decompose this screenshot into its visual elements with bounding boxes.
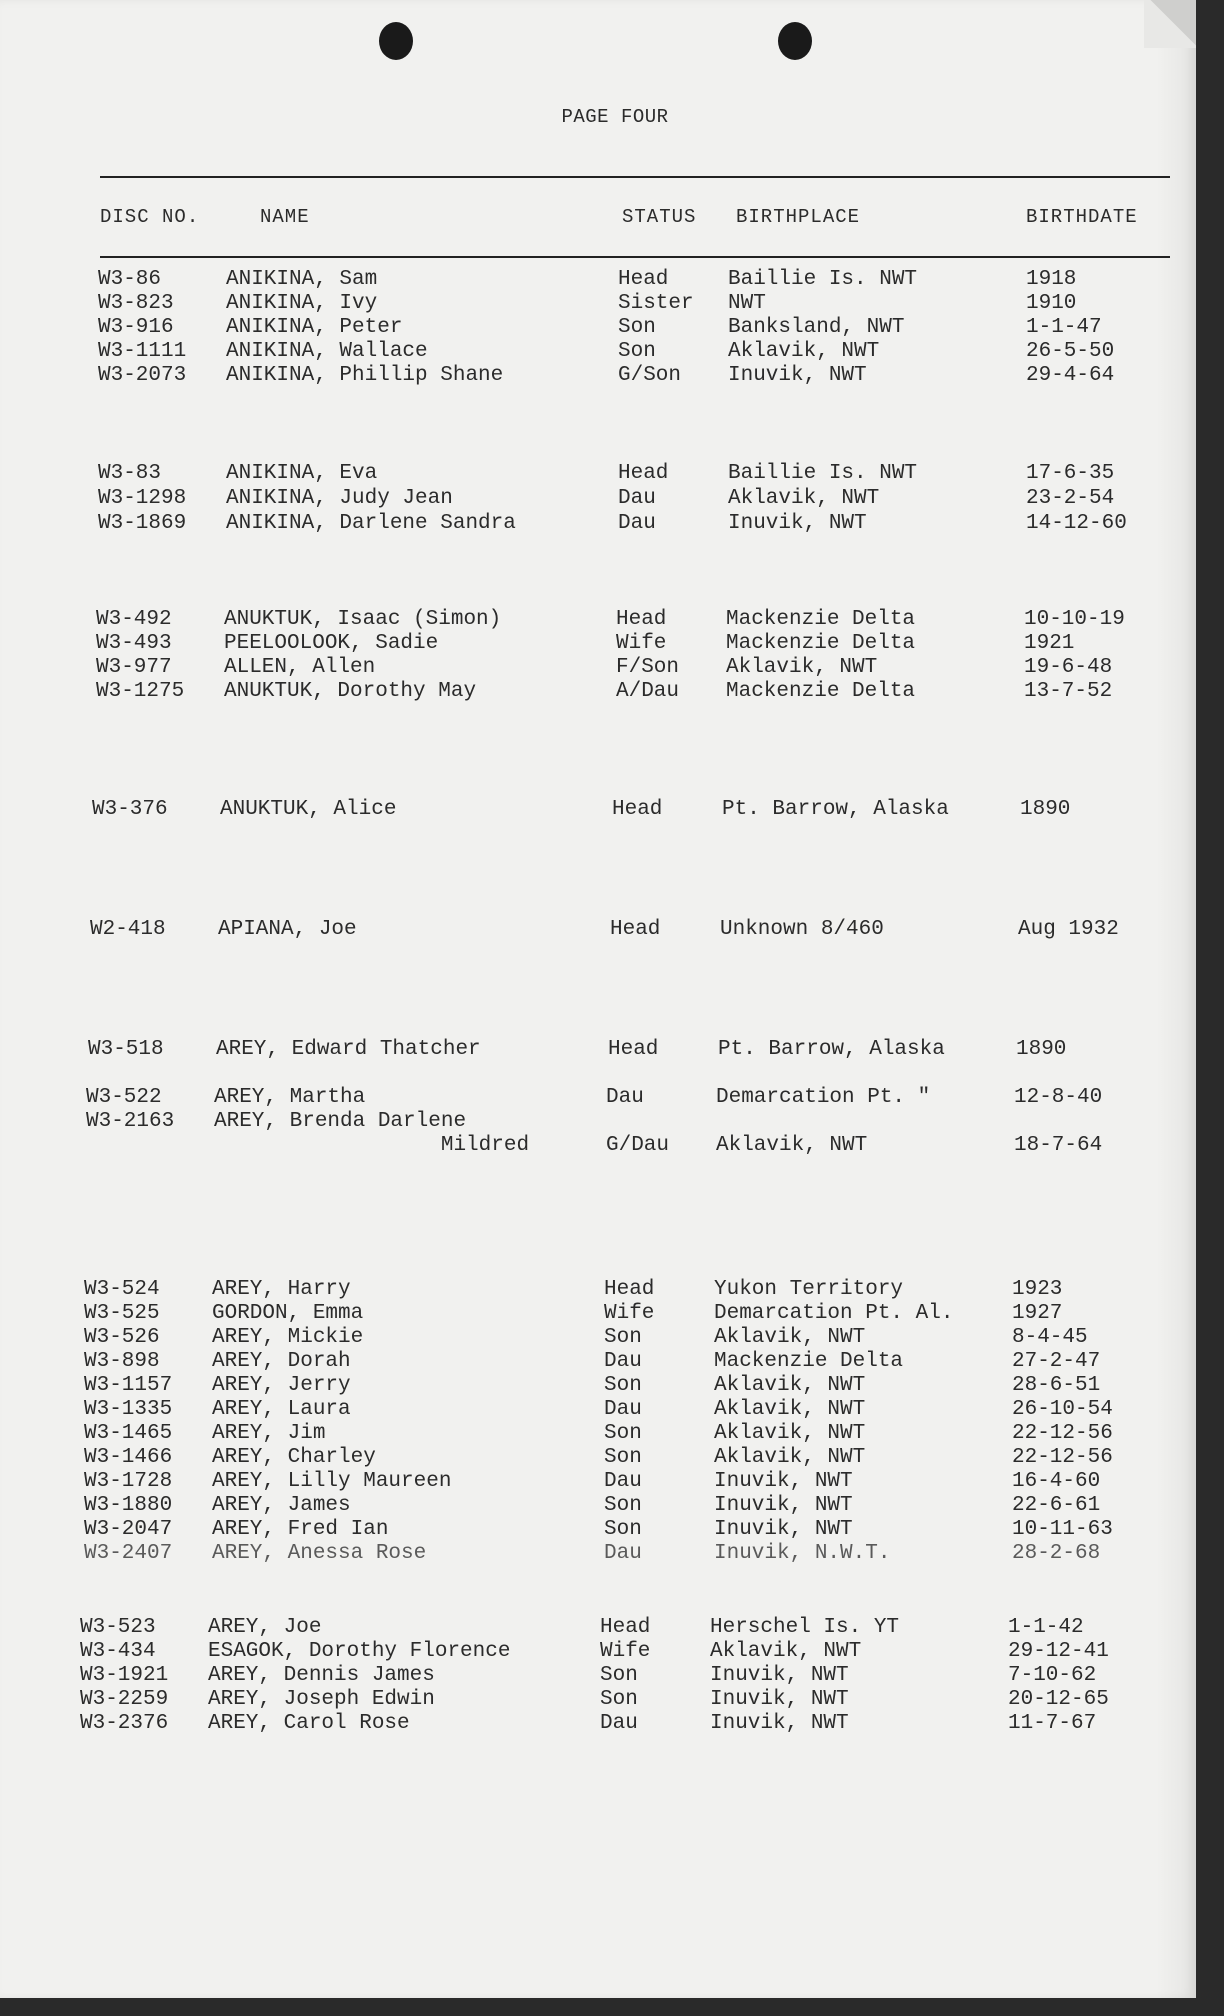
record-birthdate: 27-2-47 — [1012, 1350, 1101, 1373]
record-disc: W3-524 — [84, 1278, 160, 1301]
record-birthplace: Inuvik, N.W.T. — [714, 1542, 891, 1565]
record-birthplace: Banksland, NWT — [728, 316, 905, 339]
record-birthplace: Inuvik, NWT — [714, 1470, 853, 1493]
record-birthdate: 1927 — [1012, 1302, 1063, 1325]
record-status: Head — [618, 268, 669, 291]
record-disc: W3-823 — [98, 292, 174, 315]
record-birthdate: 19-6-48 — [1024, 656, 1113, 679]
record-name: AREY, Martha — [214, 1086, 366, 1109]
record-birthdate: 13-7-52 — [1024, 680, 1113, 703]
record-name: ANIKINA, Judy Jean — [226, 487, 453, 510]
column-header-disc: DISC NO. — [100, 206, 200, 228]
record-birthplace: Inuvik, NWT — [728, 512, 867, 535]
record-name: ANIKINA, Peter — [226, 316, 403, 339]
record-birthdate: 1890 — [1020, 798, 1071, 821]
record-name: ANUKTUK, Dorothy May — [224, 680, 477, 703]
record-name: APIANA, Joe — [218, 918, 357, 941]
record-birthplace: Aklavik, NWT — [726, 656, 878, 679]
record-status: Son — [604, 1422, 642, 1445]
record-birthdate: Aug 1932 — [1018, 918, 1119, 941]
column-header-name: NAME — [260, 206, 310, 228]
record-birthdate: 26-5-50 — [1026, 340, 1115, 363]
record-status: Dau — [618, 487, 656, 510]
record-name: AREY, Harry — [212, 1278, 351, 1301]
record-disc: W3-2047 — [84, 1518, 173, 1541]
record-birthplace: Demarcation Pt. Al. — [714, 1302, 954, 1325]
record-birthplace: Mackenzie Delta — [726, 608, 916, 631]
record-birthplace: Inuvik, NWT — [710, 1664, 849, 1687]
record-birthplace: Inuvik, NWT — [728, 364, 867, 387]
record-birthdate: 7-10-62 — [1008, 1664, 1097, 1687]
record-birthplace: Inuvik, NWT — [714, 1518, 853, 1541]
record-birthplace: Mackenzie Delta — [726, 680, 916, 703]
record-birthdate: 16-4-60 — [1012, 1470, 1101, 1493]
record-status: Head — [600, 1616, 651, 1639]
record-birthdate: 22-6-61 — [1012, 1494, 1101, 1517]
record-disc: W3-1465 — [84, 1422, 173, 1445]
record-disc: W3-492 — [96, 608, 172, 631]
record-name: ANIKINA, Eva — [226, 462, 378, 485]
record-birthdate: 11-7-67 — [1008, 1712, 1097, 1735]
column-header-birthplace: BIRTHPLACE — [736, 206, 861, 228]
record-status: Son — [618, 340, 656, 363]
record-status: Son — [604, 1494, 642, 1517]
record-disc: W3-1869 — [98, 512, 187, 535]
record-status: Head — [618, 462, 669, 485]
record-birthdate: 1-1-42 — [1008, 1616, 1084, 1639]
record-birthdate: 14-12-60 — [1026, 512, 1127, 535]
record-name: ESAGOK, Dorothy Florence — [208, 1640, 511, 1663]
record-status: Son — [604, 1518, 642, 1541]
record-status: G/Dau — [606, 1134, 670, 1157]
record-birthplace: Mackenzie Delta — [714, 1350, 904, 1373]
record-status: Son — [600, 1664, 638, 1687]
record-disc: W3-1157 — [84, 1374, 173, 1397]
record-status: Dau — [604, 1350, 642, 1373]
record-status: Son — [618, 316, 656, 339]
column-header-status: STATUS — [622, 206, 697, 228]
record-disc: W3-518 — [88, 1038, 164, 1061]
record-birthplace: Baillie Is. NWT — [728, 462, 918, 485]
record-disc: W3-1921 — [80, 1664, 169, 1687]
record-status: Son — [604, 1374, 642, 1397]
record-name: AREY, Lilly Maureen — [212, 1470, 452, 1493]
record-name: PEELOOLOOK, Sadie — [224, 632, 439, 655]
record-birthplace: Inuvik, NWT — [714, 1494, 853, 1517]
record-birthplace: Demarcation Pt. " — [716, 1086, 931, 1109]
record-birthdate: 12-8-40 — [1014, 1086, 1103, 1109]
record-birthdate: 28-6-51 — [1012, 1374, 1101, 1397]
record-birthplace: Aklavik, NWT — [728, 340, 880, 363]
record-disc: W3-1298 — [98, 487, 187, 510]
record-birthplace: Aklavik, NWT — [714, 1326, 866, 1349]
record-disc: W3-916 — [98, 316, 174, 339]
record-birthdate: 23-2-54 — [1026, 487, 1115, 510]
record-status: G/Son — [618, 364, 682, 387]
record-disc: W3-522 — [86, 1086, 162, 1109]
record-birthplace: Inuvik, NWT — [710, 1712, 849, 1735]
column-header-birthdate: BIRTHDATE — [1026, 206, 1138, 228]
record-disc: W3-493 — [96, 632, 172, 655]
record-disc: W3-1466 — [84, 1446, 173, 1469]
record-status: Sister — [618, 292, 694, 315]
record-status: Dau — [604, 1542, 642, 1565]
record-birthdate: 8-4-45 — [1012, 1326, 1088, 1349]
record-status: Head — [604, 1278, 655, 1301]
record-status: Dau — [618, 512, 656, 535]
record-disc: W3-525 — [84, 1302, 160, 1325]
record-name: AREY, Mickie — [212, 1326, 364, 1349]
record-name: ANUKTUK, Alice — [220, 798, 397, 821]
record-birthplace: Yukon Territory — [714, 1278, 904, 1301]
record-disc: W3-86 — [98, 268, 162, 291]
record-disc: W3-2376 — [80, 1712, 169, 1735]
record-birthplace: NWT — [728, 292, 766, 315]
record-birthplace: Aklavik, NWT — [710, 1640, 862, 1663]
record-status: Head — [610, 918, 661, 941]
record-birthdate: 26-10-54 — [1012, 1398, 1113, 1421]
record-disc: W3-2259 — [80, 1688, 169, 1711]
record-birthplace: Pt. Barrow, Alaska — [722, 798, 949, 821]
record-disc: W2-418 — [90, 918, 166, 941]
record-name: AREY, Carol Rose — [208, 1712, 410, 1735]
record-status: Dau — [604, 1398, 642, 1421]
record-status: Son — [604, 1326, 642, 1349]
record-name: AREY, Jerry — [212, 1374, 351, 1397]
record-birthplace: Herschel Is. YT — [710, 1616, 900, 1639]
record-status: Dau — [600, 1712, 638, 1735]
record-birthplace: Baillie Is. NWT — [728, 268, 918, 291]
record-name: ALLEN, Allen — [224, 656, 376, 679]
record-birthplace: Aklavik, NWT — [714, 1374, 866, 1397]
record-name: ANIKINA, Wallace — [226, 340, 428, 363]
record-status: Wife — [604, 1302, 655, 1325]
record-birthplace: Aklavik, NWT — [714, 1446, 866, 1469]
punch-hole-right — [778, 22, 812, 60]
record-disc: W3-1335 — [84, 1398, 173, 1421]
record-birthdate: 28-2-68 — [1012, 1542, 1101, 1565]
record-birthplace: Unknown 8/460 — [720, 918, 884, 941]
record-status: F/Son — [616, 656, 680, 679]
record-birthdate: 1921 — [1024, 632, 1075, 655]
record-birthdate: 1-1-47 — [1026, 316, 1102, 339]
record-name: AREY, Dorah — [212, 1350, 351, 1373]
record-status: Head — [612, 798, 663, 821]
record-disc: W3-526 — [84, 1326, 160, 1349]
record-disc: W3-898 — [84, 1350, 160, 1373]
record-birthdate: 22-12-56 — [1012, 1446, 1113, 1469]
header-rule-top — [100, 176, 1170, 178]
record-status: Son — [600, 1688, 638, 1711]
record-status: Head — [608, 1038, 659, 1061]
record-disc: W3-1111 — [98, 340, 187, 363]
record-birthdate: 20-12-65 — [1008, 1688, 1109, 1711]
record-disc: W3-2163 — [86, 1110, 175, 1133]
page-edge-shade — [1156, 0, 1196, 1998]
record-disc: W3-523 — [80, 1616, 156, 1639]
punch-hole-left — [379, 22, 413, 60]
record-birthplace: Pt. Barrow, Alaska — [718, 1038, 945, 1061]
record-name: ANUKTUK, Isaac (Simon) — [224, 608, 502, 631]
record-birthdate: 1890 — [1016, 1038, 1067, 1061]
record-name: ANIKINA, Ivy — [226, 292, 378, 315]
record-birthdate: 10-10-19 — [1024, 608, 1125, 631]
record-disc: W3-1275 — [96, 680, 185, 703]
record-name: AREY, Joe — [208, 1616, 322, 1639]
record-status: Head — [616, 608, 667, 631]
record-status: Dau — [604, 1470, 642, 1493]
record-name: AREY, Dennis James — [208, 1664, 435, 1687]
record-birthplace: Aklavik, NWT — [714, 1422, 866, 1445]
record-disc: W3-1728 — [84, 1470, 173, 1493]
record-name: ANIKINA, Darlene Sandra — [226, 512, 516, 535]
record-birthdate: 22-12-56 — [1012, 1422, 1113, 1445]
record-name: GORDON, Emma — [212, 1302, 364, 1325]
record-status: Son — [604, 1446, 642, 1469]
record-name: AREY, Laura — [212, 1398, 351, 1421]
record-name: AREY, James — [212, 1494, 351, 1517]
record-disc: W3-434 — [80, 1640, 156, 1663]
record-name: AREY, Jim — [212, 1422, 326, 1445]
record-status: Dau — [606, 1086, 644, 1109]
record-disc: W3-83 — [98, 462, 162, 485]
record-birthdate: 17-6-35 — [1026, 462, 1115, 485]
record-name: AREY, Brenda Darlene — [214, 1110, 467, 1133]
folded-corner — [1144, 0, 1196, 48]
record-birthplace: Inuvik, NWT — [710, 1688, 849, 1711]
record-birthdate: 29-12-41 — [1008, 1640, 1109, 1663]
record-disc: W3-2073 — [98, 364, 187, 387]
record-disc: W3-1880 — [84, 1494, 173, 1517]
record-birthplace: Mackenzie Delta — [726, 632, 916, 655]
record-birthdate: 18-7-64 — [1014, 1134, 1103, 1157]
record-name: AREY, Fred Ian — [212, 1518, 389, 1541]
record-disc: W3-977 — [96, 656, 172, 679]
record-name: AREY, Charley — [212, 1446, 376, 1469]
record-birthplace: Aklavik, NWT — [728, 487, 880, 510]
record-name: AREY, Joseph Edwin — [208, 1688, 435, 1711]
record-status: A/Dau — [616, 680, 680, 703]
page-title: PAGE FOUR — [561, 106, 669, 128]
record-disc: W3-376 — [92, 798, 168, 821]
record-status: Wife — [616, 632, 667, 655]
record-name: AREY, Edward Thatcher — [216, 1038, 481, 1061]
record-birthdate: 1923 — [1012, 1278, 1063, 1301]
header-rule-bottom — [100, 256, 1170, 258]
record-birthdate: 29-4-64 — [1026, 364, 1115, 387]
record-name: ANIKINA, Sam — [226, 268, 378, 291]
record-birthplace: Aklavik, NWT — [714, 1398, 866, 1421]
record-birthdate: 10-11-63 — [1012, 1518, 1113, 1541]
record-birthdate: 1910 — [1026, 292, 1077, 315]
record-name: AREY, Anessa Rose — [212, 1542, 427, 1565]
record-name: ANIKINA, Phillip Shane — [226, 364, 504, 387]
record-status: Wife — [600, 1640, 651, 1663]
record-disc: W3-2407 — [84, 1542, 173, 1565]
record-birthdate: 1918 — [1026, 268, 1077, 291]
record-birthplace: Aklavik, NWT — [716, 1134, 868, 1157]
record-name: Mildred — [214, 1134, 530, 1157]
